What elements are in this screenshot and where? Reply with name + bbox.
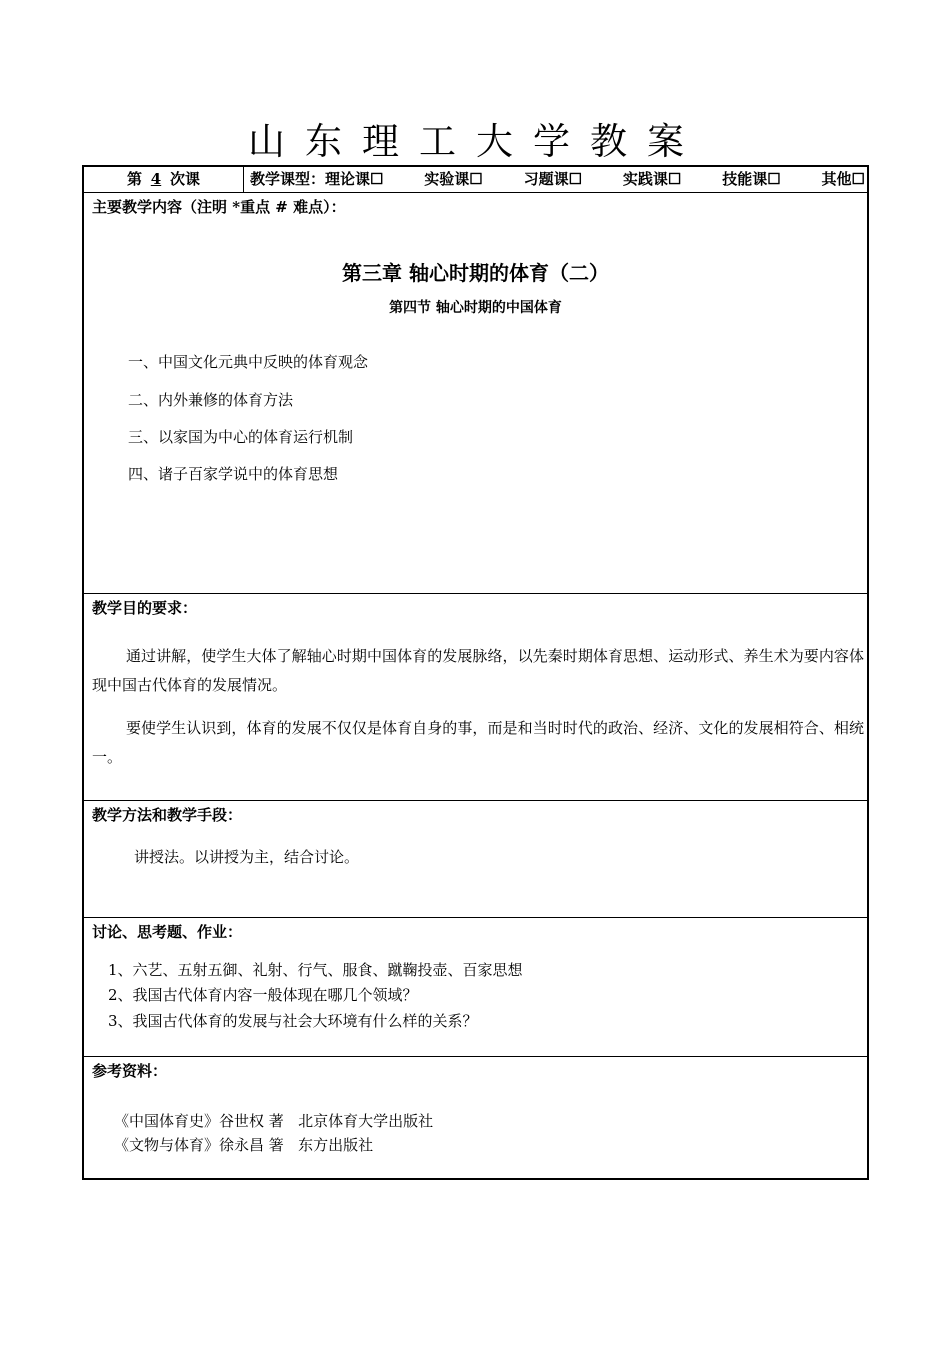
objective-paragraph: 要使学生认识到，体育的发展不仅仅是体育自身的事，而是和当时时代的政治、经济、文化的发展相符合、相统一。: [92, 719, 864, 766]
discussion-item: 2、我国古代体育内容一般体现在哪几个领域？: [108, 986, 418, 1004]
lesson-number: 4: [150, 170, 162, 188]
objectives-section: [84, 594, 867, 801]
section-subtitle: 第四节 轴心时期的中国体育: [389, 300, 562, 316]
outline-item: 四、诸子百家学说中的体育思想: [128, 465, 339, 483]
chapter-title: 第三章 轴心时期的体育（二）: [342, 261, 609, 285]
discussion-label: 讨论、思考题、作业：: [92, 923, 243, 941]
discussion-section: [84, 918, 867, 1057]
methods-label: 教学方法和教学手段：: [92, 806, 243, 824]
page-title: 山东理工大学教案: [248, 120, 704, 163]
course-type-cell: [250, 167, 865, 192]
reference-item: 《中国体育史》谷世权 著 北京体育大学出版社: [114, 1112, 434, 1130]
objectives-label: 教学目的要求：: [92, 599, 198, 617]
main-content-section: [84, 193, 867, 594]
lesson-number-cell: [84, 167, 244, 192]
references-label: 参考资料：: [92, 1062, 168, 1080]
lesson-suffix: 次课: [170, 170, 201, 188]
course-type-other: 其他☐: [821, 170, 865, 188]
header-row: [84, 167, 867, 193]
reference-item: 《文物与体育》徐永昌 箸 东方出版社: [114, 1136, 374, 1154]
course-type-exercise: 习题课☐: [523, 170, 583, 188]
lesson-prefix: 第: [126, 170, 142, 188]
main-content-label: 主要教学内容（注明 *重点 # 难点）：: [92, 198, 346, 216]
course-type-theory: 教学课型：理论课☐: [250, 170, 384, 188]
course-type-skill: 技能课☐: [722, 170, 781, 188]
lesson-plan-table: [82, 165, 869, 1180]
objective-paragraph: 通过讲解，使学生大体了解轴心时期中国体育的发展脉络，以先秦时期体育思想、运动形式、养生术为要内容体现中国古代体育的发展情况。: [92, 647, 864, 694]
course-type-lab: 实验课☐: [424, 170, 483, 188]
methods-section: [84, 801, 867, 918]
methods-text: 讲授法。以讲授为主，结合讨论。: [134, 848, 360, 866]
outline-item: 一、中国文化元典中反映的体育观念: [128, 353, 369, 371]
references-section: [84, 1057, 867, 1180]
discussion-item: 1、六艺、五射五御、礼射、行气、服食、蹴鞠投壶、百家思想: [108, 961, 523, 979]
course-type-practice: 实践课☐: [622, 170, 682, 188]
outline-item: 二、内外兼修的体育方法: [128, 391, 294, 409]
discussion-item: 3、我国古代体育的发展与社会大环境有什么样的关系？: [108, 1012, 478, 1030]
outline-item: 三、以家国为中心的体育运行机制: [128, 428, 354, 446]
